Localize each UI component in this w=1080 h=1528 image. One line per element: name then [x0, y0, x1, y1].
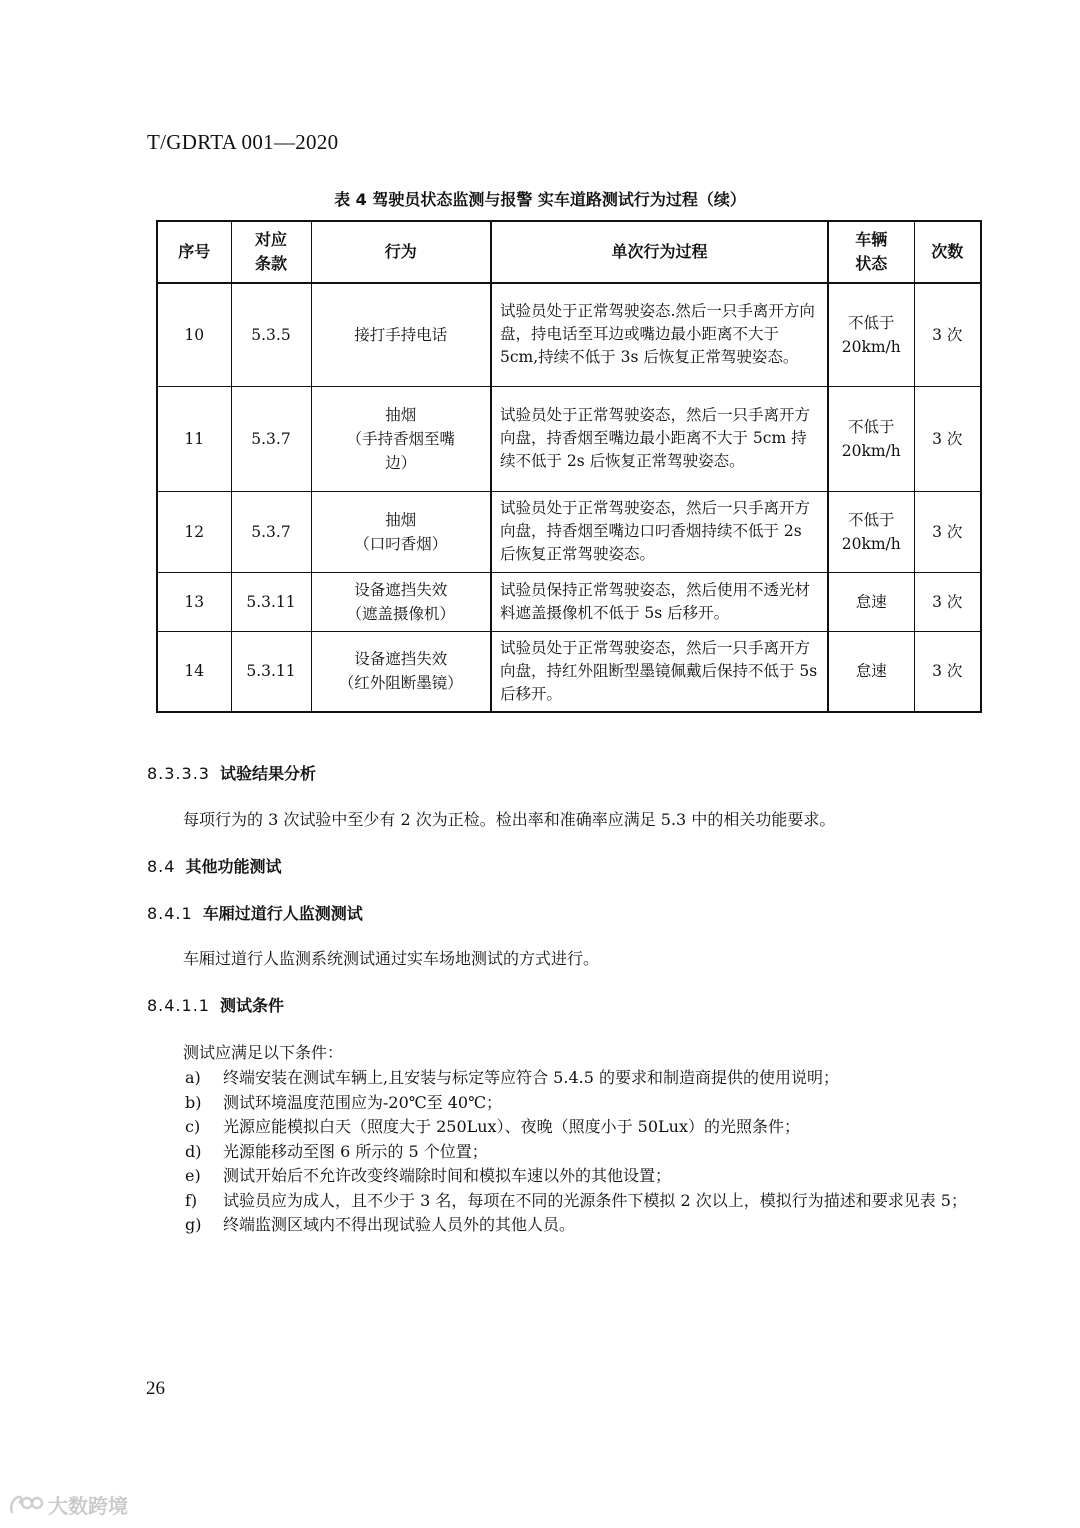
cell-count: 3 次 — [914, 386, 981, 491]
header-no: 序号 — [157, 221, 231, 283]
cell-behavior: 接打手持电话 — [311, 283, 491, 386]
cell-no: 11 — [157, 386, 231, 491]
document-code: T/GDRTA 001—2020 — [147, 130, 339, 154]
list-item: e) 测试开始后不允许改变终端除时间和模拟车速以外的其他设置； — [185, 1166, 672, 1185]
cell-behavior: 抽烟 （手持香烟至嘴 边） — [311, 386, 491, 491]
behavior-table — [156, 220, 982, 713]
cell-clause: 5.3.11 — [231, 572, 311, 631]
heading-8-4-1: 8.4.1 车厢过道行人监测测试 — [147, 904, 363, 923]
table-header-row — [157, 221, 981, 283]
cell-no: 12 — [157, 491, 231, 572]
cell-process: 试验员处于正常驾驶姿态.然后一只手离开方向盘，持电话至耳边或嘴边最小距离不大于 5cm,持续不低于 3s 后恢复正常驾驶姿态。 — [491, 283, 828, 386]
watermark-logo-icon — [8, 1493, 44, 1517]
list-item: g) 终端监测区域内不得出现试验人员外的其他人员。 — [185, 1215, 576, 1234]
cell-clause: 5.3.7 — [231, 386, 311, 491]
cell-process: 试验员处于正常驾驶姿态，然后一只手离开方向盘，持红外阻断型墨镜佩戴后保持不低于 5s 后移开。 — [491, 631, 828, 712]
cell-count: 3 次 — [914, 572, 981, 631]
paragraph-pedestrian-test: 车厢过道行人监测系统测试通过实车场地测试的方式进行。 — [183, 949, 600, 968]
header-process: 单次行为过程 — [491, 221, 828, 283]
cell-clause: 5.3.11 — [231, 631, 311, 712]
cell-process: 试验员保持正常驾驶姿态，然后使用不透光材料遮盖摄像机不低于 5s 后移开。 — [491, 572, 828, 631]
cell-clause: 5.3.5 — [231, 283, 311, 386]
header-behavior: 行为 — [311, 221, 491, 283]
cell-vehicle-state: 不低于 20km/h — [828, 386, 914, 491]
cell-process: 试验员处于正常驾驶姿态，然后一只手离开方向盘，持香烟至嘴边最小距离不大于 5cm 持续不低于 2s 后恢复正常驾驶姿态。 — [491, 386, 828, 491]
heading-8-3-3-3: 8.3.3.3 试验结果分析 — [147, 764, 316, 783]
header-vehicle-state: 车辆 状态 — [828, 221, 914, 283]
table-row — [157, 572, 981, 631]
cell-vehicle-state: 怠速 — [828, 631, 914, 712]
list-item: a) 终端安装在测试车辆上,且安装与标定等应符合 5.4.5 的要求和制造商提供的使用说明； — [185, 1068, 839, 1087]
list-item: c) 光源应能模拟白天（照度大于 250Lux）、夜晚（照度小于 50Lux）的光照条件； — [185, 1117, 800, 1136]
conditions-intro: 测试应满足以下条件： — [183, 1043, 344, 1062]
cell-clause: 5.3.7 — [231, 491, 311, 572]
cell-vehicle-state: 不低于 20km/h — [828, 491, 914, 572]
cell-count: 3 次 — [914, 283, 981, 386]
cell-behavior: 设备遮挡失效 （红外阻断墨镜） — [311, 631, 491, 712]
table-row — [157, 283, 981, 386]
header-clause: 对应 条款 — [231, 221, 311, 283]
cell-process: 试验员处于正常驾驶姿态，然后一只手离开方向盘，持香烟至嘴边口叼香烟持续不低于 2s 后恢复正常驾驶姿态。 — [491, 491, 828, 572]
heading-8-4: 8.4 其他功能测试 — [147, 857, 282, 876]
cell-behavior: 设备遮挡失效 （遮盖摄像机） — [311, 572, 491, 631]
conditions-list — [185, 1066, 1005, 1238]
table-row — [157, 631, 981, 712]
cell-count: 3 次 — [914, 491, 981, 572]
table-row — [157, 386, 981, 491]
header-count: 次数 — [914, 221, 981, 283]
cell-no: 10 — [157, 283, 231, 386]
table-row — [157, 491, 981, 572]
page-number: 26 — [146, 1378, 165, 1399]
heading-8-4-1-1: 8.4.1.1 测试条件 — [147, 996, 284, 1015]
paragraph-result-analysis: 每项行为的 3 次试验中至少有 2 次为正检。检出率和准确率应满足 5.3 中的相关功能要求。 — [183, 810, 836, 829]
cell-no: 14 — [157, 631, 231, 712]
table-caption: 表 4 驾驶员状态监测与报警 实车道路测试行为过程（续） — [334, 190, 746, 209]
cell-vehicle-state: 怠速 — [828, 572, 914, 631]
cell-behavior: 抽烟 （口叼香烟） — [311, 491, 491, 572]
list-item: b) 测试环境温度范围应为-20℃至 40℃； — [185, 1092, 503, 1112]
cell-vehicle-state: 不低于 20km/h — [828, 283, 914, 386]
list-item: f) 试验员应为成人，且不少于 3 名，每项在不同的光源条件下模拟 2 次以上，模拟行为描述和要求见表 5； — [185, 1190, 967, 1210]
list-item: d) 光源能移动至图 6 所示的 5 个位置； — [185, 1141, 488, 1161]
cell-count: 3 次 — [914, 631, 981, 712]
watermark: 大数跨境 — [8, 1490, 128, 1519]
cell-no: 13 — [157, 572, 231, 631]
